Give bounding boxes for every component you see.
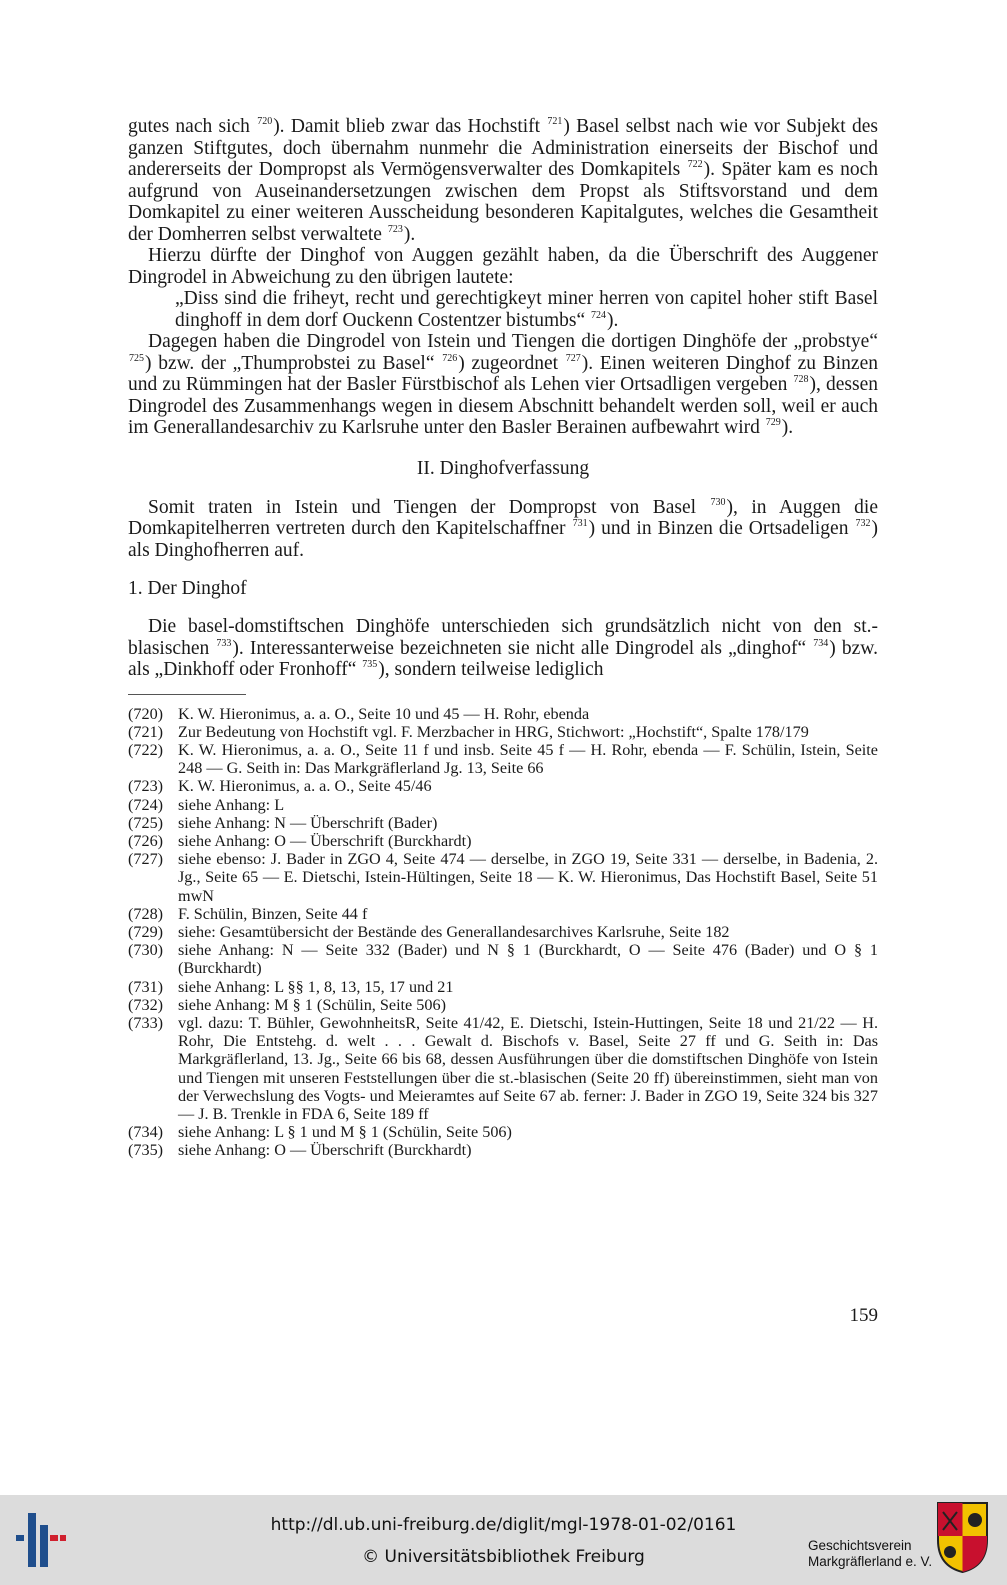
footnote-text: Zur Bedeutung von Hochstift vgl. F. Merzbacher in HRG, Stichwort: „Hochstift“, Spalte 178/179 <box>178 722 809 741</box>
footnote-marker: 735 <box>362 659 378 670</box>
footnote-number: (723) <box>128 777 164 796</box>
footnote-marker: 729 <box>765 417 781 428</box>
footnote-marker: 722 <box>687 159 703 170</box>
copyright-notice: © Universitätsbibliothek Freiburg <box>362 1547 645 1567</box>
section-heading: II. Dinghofverfassung <box>416 457 590 479</box>
footnote-text: F. Schülin, Binzen, Seite 44 f <box>178 904 368 923</box>
footnote-number: (729) <box>128 922 164 941</box>
footnote <box>128 723 878 741</box>
footnote <box>128 814 878 832</box>
footnote-marker: 731 <box>572 518 588 529</box>
footnote-number: (732) <box>128 995 164 1014</box>
subsection-heading: 1. Der Dinghof <box>128 578 247 599</box>
footnote-marker: 720 <box>257 116 273 127</box>
footnote-marker: 723 <box>387 223 403 235</box>
page-number: 159 <box>849 1305 878 1326</box>
footnote-number: (721) <box>128 722 164 741</box>
footnote-text: K. W. Hieronimus, a. a. O., Seite 11 f und insb. Seite 45 f — H. Rohr, ebenda — F. Schülin, Istein, Seite 248 — G. Seith in: Das Markgräflerland Jg. 13, Seite 66 <box>178 740 878 778</box>
footnote-text: K. W. Hieronimus, a. a. O., Seite 45/46 <box>178 777 432 796</box>
footnote <box>128 923 878 941</box>
footnote-marker: 730 <box>710 496 726 508</box>
footnote-marker: 734 <box>813 637 829 649</box>
footnote-number: (730) <box>128 941 164 960</box>
footnote-number: (728) <box>128 904 164 923</box>
footnote-marker: 728 <box>793 374 809 385</box>
footnote-text: K. W. Hieronimus, a. a. O., Seite 10 und 45 — H. Rohr, ebenda <box>178 704 590 723</box>
footnote-number: (726) <box>128 831 164 850</box>
footnote <box>128 832 878 850</box>
footnote-marker: 732 <box>855 518 871 529</box>
footnote-list <box>128 705 878 1160</box>
footnote <box>128 996 878 1014</box>
footnote-text: siehe: Gesamtübersicht der Bestände des Generallandesarchives Karlsruhe, Seite 182 <box>178 922 730 941</box>
footnote-number: (735) <box>128 1141 164 1160</box>
footnote-number: (733) <box>128 1013 164 1032</box>
footnote-marker: 727 <box>565 352 581 364</box>
footnote-marker: 724 <box>591 309 607 321</box>
society-name[interactable] <box>808 1538 932 1570</box>
viewer-footer <box>0 1495 1007 1585</box>
paragraph: Dagegen haben die Dingrodel von Istein und Tiengen die dortigen Dinghöfe der „probstye“ $^{725}$) bzw. der „Thumprobstei zu Basel“ $^{726}$) zugeordnet $^{727}$). Einen weiteren Dinghof zu Binzen und zu Rümmingen hat der Basler Fürstbischof als Lehen vier Ortsadligen vergeben $^{728}$), dessen Dingrodel des Zusammenhangs wegen in diesem Abschnitt behandelt werden soll, weil er auch im Generallandesarchiv zu Karlsruhe unter den Basler Berainen aufbewahrt wird $^{729}$). <box>128 331 878 438</box>
footnote-text: siehe Anhang: N — Überschrift (Bader) <box>178 813 438 832</box>
footnote-number: (722) <box>128 740 164 759</box>
footnote <box>128 850 878 905</box>
footnote-text: siehe Anhang: L <box>178 795 285 814</box>
footnote <box>128 905 878 923</box>
paragraph: Hierzu dürfte der Dinghof von Auggen gezählt haben, da die Überschrift des Auggener Dingrodel in Abweichung zu den übrigen lautete: <box>128 245 878 288</box>
footnote-number: (727) <box>128 850 164 869</box>
footnote-text: siehe Anhang: O — Überschrift (Burckhardt) <box>178 831 472 850</box>
footnote-marker: 733 <box>216 637 232 649</box>
document-page-body <box>128 116 878 1160</box>
paragraph: Somit traten in Istein und Tiengen der Dompropst von Basel $^{730}$), in Auggen die Domkapitelherren vertreten durch den Kapitelschaffner $^{731}$) und in Binzen die Ortsadeligen $^{732}$) als Dinghofherren auf. <box>128 496 878 561</box>
footnote-number: (731) <box>128 977 164 996</box>
footnote <box>128 978 878 996</box>
footnote-number: (724) <box>128 795 164 814</box>
footnote <box>128 705 878 723</box>
footnote-number: (734) <box>128 1123 164 1142</box>
document-url-link[interactable]: http://dl.ub.uni-freiburg.de/diglit/mgl-1978-01-02/0161 <box>270 1515 737 1535</box>
footnote-marker: 721 <box>547 116 563 127</box>
footnote <box>128 796 878 814</box>
footnote <box>128 741 878 777</box>
society-name-line: Markgräflerland e. V. <box>808 1554 933 1569</box>
footnote-number: (725) <box>128 813 164 832</box>
footnote <box>128 777 878 795</box>
block-quote: „Diss sind die friheyt, recht und gerechtigkeyt miner herren von capitel hoher stift Basel dinghoff in dem dorf Ouckenn Costentzer bistumbs“ $^{724}$). <box>175 288 878 331</box>
footnote <box>128 1014 878 1123</box>
footnote-marker: 726 <box>442 352 458 364</box>
footnote-divider <box>128 694 246 695</box>
footnote-text: vgl. dazu: T. Bühler, GewohnheitsR, Seite 41/42, E. Dietschi, Istein-Huttingen, Seite 18 und 21/22 — H. Rohr, Die Entstehg. d. welt . . . Gewalt d. Bischofs v. Basel, Seite 27 ff und G. Seith in: Das Markgräflerland, 13. Jg., Seite 66 bis 68, dessen Ausführungen über die domstiftschen Dinghöfe von Istein und Tiengen mit unseren Feststellungen über die st.-blasischen (Seite 20 ff) übereinstimmen, sieht man von der Verwechslung des Vogts- und Meieramtes auf Seite 67 ab. ferner: J. Bader in ZGO 19, Seite 324 bis 327 — J. B. Trenkle in FDA 6, Seite 189 ff <box>178 1013 878 1123</box>
footnote-text: siehe Anhang: N — Seite 332 (Bader) und N § 1 (Burckhardt, O — Seite 476 (Bader) und O § 1 (Burckhardt) <box>178 941 878 978</box>
footnote <box>128 1141 878 1159</box>
coat-of-arms-icon[interactable] <box>935 1500 990 1575</box>
footnote-text: siehe Anhang: O — Überschrift (Burckhardt) <box>178 1141 472 1160</box>
footnote-marker: 725 <box>129 352 144 364</box>
footnote-text: siehe ebenso: J. Bader in ZGO 4, Seite 474 — derselbe, in ZGO 19, Seite 331 — derselbe, in Badenia, 2. Jg., Seite 65 — E. Dietschi, Istein-Hültingen, Seite 18 — K. W. Hieronimus, Das Hochstift Basel, Seite 51 mwN <box>178 850 878 905</box>
footnote-text: siehe Anhang: L § 1 und M § 1 (Schülin, Seite 506) <box>178 1123 512 1142</box>
society-name-line: Geschichtsverein <box>808 1538 912 1553</box>
footnote-text: siehe Anhang: L §§ 1, 8, 13, 15, 17 und 21 <box>178 977 454 996</box>
paragraph: Die basel-domstiftschen Dinghöfe unterschieden sich grundsätzlich nicht von den st.-blasischen $^{733}$). Interessanterweise bezeichneten sie nicht alle Dingrodel als „dinghof“ $^{734}$) bzw. als „Dinkhoff oder Fronhoff“ $^{735}$), sondern teilweise lediglich <box>128 616 878 680</box>
footnote-number: (720) <box>128 704 164 723</box>
paragraph: gutes nach sich $^{720}$). Damit blieb zwar das Hochstift $^{721}$) Basel selbst nach wie vor Subjekt des ganzen Stiftgutes, doch übernahm nunmehr die Administration einerseits der Bischof und andererseits der Dompropst als Vermögensverwalter des Domkapitels $^{722}$). Später kam es noch aufgrund von Auseinandersetzungen zwischen dem Propst als Stiftsvorstand und dem Domkapitel zu einer weiteren Ausscheidung besonderen Kapitalgutes, welches die Gesamtheit der Domherren selbst verwaltete $^{723}$). <box>128 116 878 245</box>
footnote <box>128 1123 878 1141</box>
footnote <box>128 941 878 977</box>
footnote-text: siehe Anhang: M § 1 (Schülin, Seite 506) <box>178 995 446 1014</box>
